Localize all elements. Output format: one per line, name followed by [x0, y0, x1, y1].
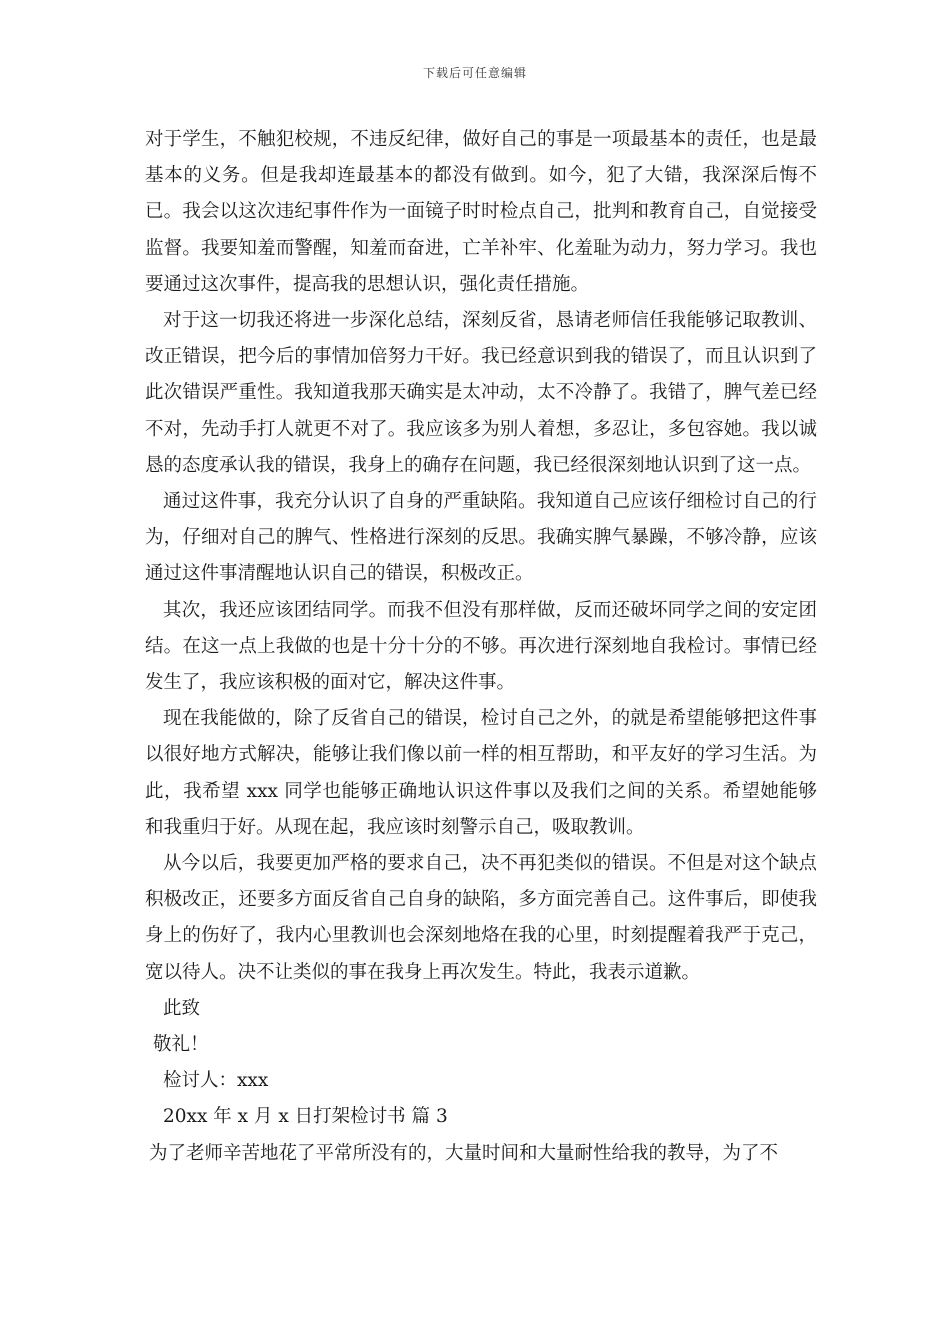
document-body	[145, 122, 817, 1172]
paragraph-2: 对于这一切我还将进一步深化总结，深刻反省，恳请老师信任我能够记取教训、改正错误，把今后的事情加倍努力干好。我已经意识到我的错误了，而且认识到了此次错误严重性。我知道我那天确实是太冲动，太不冷静了。我错了，脾气差已经不对，先动手打人就更不对了。我应该多为别人着想，多忍让，多包容她。我以诚恳的态度承认我的错误，我身上的确存在问题，我已经很深刻地认识到了这一点。	[145, 310, 817, 476]
paragraph-4: 其次，我还应该团结同学。而我不但没有那样做，反而还破坏同学之间的安定团结。在这一点上我做的也是十分十分的不够。再次进行深刻地自我检讨。事情已经发生了，我应该积极的面对它，解决这件事。	[145, 599, 817, 694]
page-header: 下载后可任意编辑	[422, 66, 527, 80]
paragraph-5: 现在我能做的，除了反省自己的错误，检讨自己之外，的就是希望能够把这件事以很好地方式解决，能够让我们像以前一样的相互帮助，和平友好的学习生活。为此，我希望 xxx 同学也能够正确地认识这件事以及我们之间的关系。希望她能够和我重归于好。从现在起，我应该时刻警示自己，吸取教训。	[145, 708, 817, 838]
paragraph-6: 从今以后，我要更加严格的要求自己，决不再犯类似的错误。不但是对这个缺点积极改正，还要多方面反省自己自身的缺陷，多方面完善自己。这件事后，即使我身上的伤好了，我内心里教训也会深刻地烙在我的心里，时刻提醒着我严于克己，宽以待人。决不让类似的事在我身上再次发生。特此，我表示道歉。	[145, 853, 817, 983]
paragraph-1: 对于学生，不触犯校规，不违反纪律，做好自己的事是一项最基本的责任，也是最基本的义务。但是我却连最基本的都没有做到。如今，犯了大错，我深深后悔不已。我会以这次违纪事件作为一面镜子时时检点自己，批判和教育自己，自觉接受监督。我要知羞而警醒，知羞而奋进，亡羊补牢、化羞耻为动力，努力学习。我也要通过这次事件，提高我的思想认识，强化责任措施。	[145, 129, 817, 295]
paragraph-3: 通过这件事，我充分认识了自身的严重缺陷。我知道自己应该仔细检讨自己的行为，仔细对自己的脾气、性格进行深刻的反思。我确实脾气暴躁，不够冷静，应该通过这件事清醒地认识自己的错误，积极改正。	[145, 491, 817, 585]
closing-line: 此致	[163, 997, 201, 1019]
next-section-first-line: 为了老师辛苦地花了平常所没有的，大量时间和大量耐性给我的教导，为了不	[149, 1142, 779, 1164]
signature-line: 检讨人：xxx	[163, 1070, 269, 1092]
salute-line: 敬礼！	[153, 1034, 209, 1056]
section-title: 20xx 年 x 月 x 日打架检讨书 篇 3	[163, 1106, 448, 1128]
